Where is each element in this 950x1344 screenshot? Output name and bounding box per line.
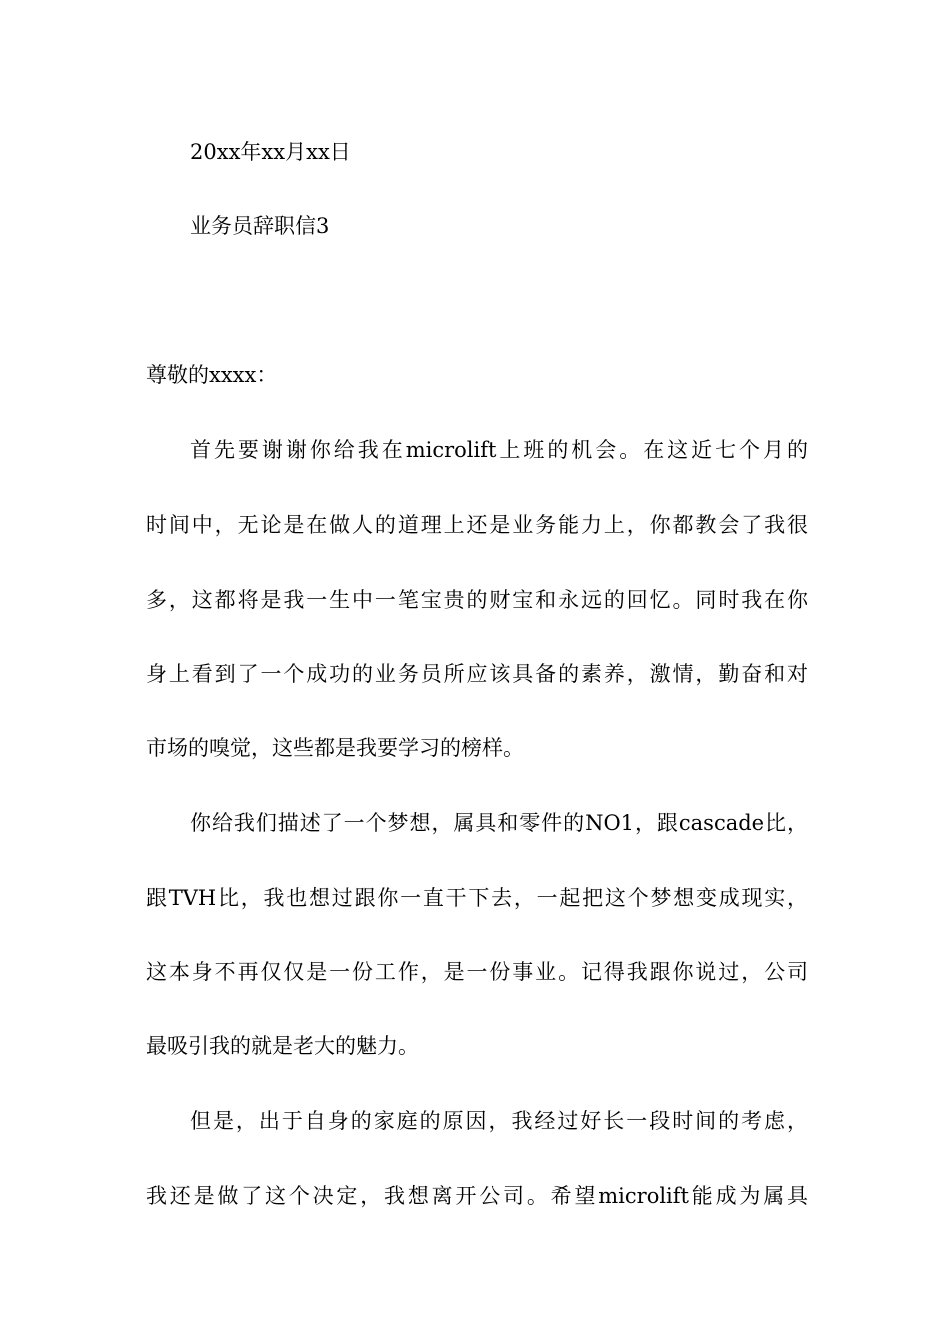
document-heading: 业务员辞职信3 <box>190 214 330 238</box>
paragraph-1-line-5: 市场的嗅觉，这些都是我要学习的榜样。 <box>146 736 524 760</box>
paragraph-2-line-1: 你给我们描述了一个梦想，属具和零件的NO1，跟cascade比， <box>190 811 808 835</box>
paragraph-1-line-1: 首先要谢谢你给我在microlift上班的机会。在这近七个月的 <box>190 438 808 462</box>
paragraph-1-line-4: 身上看到了一个成功的业务员所应该具备的素养，激情，勤奋和对 <box>146 662 808 686</box>
paragraph-3-line-1: 但是，出于自身的家庭的原因，我经过好长一段时间的考虑， <box>190 1109 808 1133</box>
paragraph-1-line-3: 多，这都将是我一生中一笔宝贵的财宝和永远的回忆。同时我在你 <box>146 588 808 612</box>
paragraph-2-line-3: 这本身不再仅仅是一份工作，是一份事业。记得我跟你说过，公司 <box>146 960 808 984</box>
date-line: 20xx年xx月xx日 <box>190 140 351 164</box>
paragraph-2-line-2: 跟TVH比，我也想过跟你一直干下去，一起把这个梦想变成现实， <box>146 886 808 910</box>
salutation: 尊敬的xxxx： <box>146 363 278 387</box>
paragraph-3-line-2: 我还是做了这个决定，我想离开公司。希望microlift能成为属具 <box>146 1184 808 1208</box>
paragraph-2-line-4: 最吸引我的就是老大的魅力。 <box>146 1034 419 1058</box>
paragraph-1-line-2: 时间中，无论是在做人的道理上还是业务能力上，你都教会了我很 <box>146 513 808 537</box>
